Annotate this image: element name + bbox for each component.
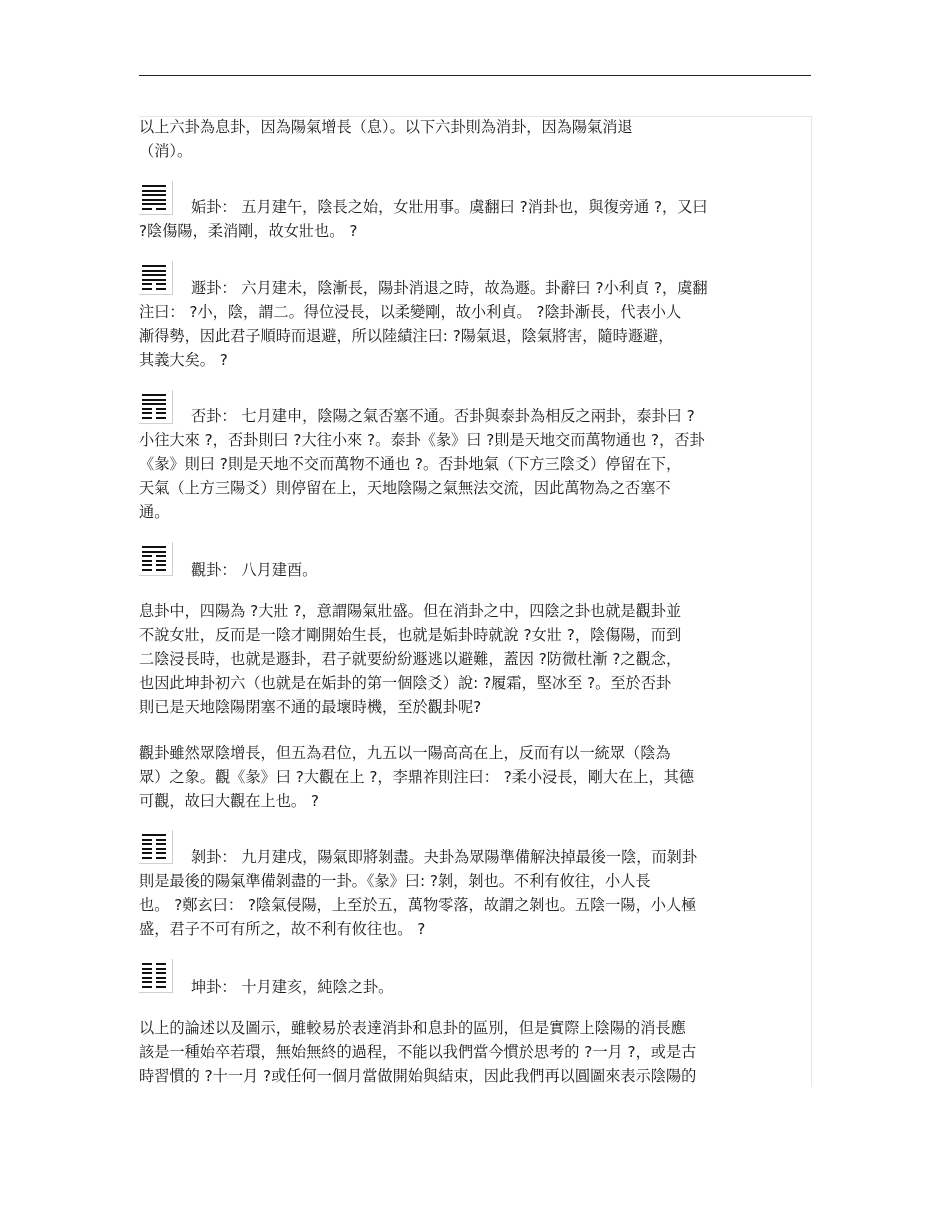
hexagram-yin-line: [142, 417, 152, 419]
text-line: 坤卦： 十月建亥，純陰之卦。: [191, 978, 394, 996]
hexagram-yin-line: [156, 857, 166, 859]
hexagram-yang-line: [142, 185, 166, 187]
hexagram-yang-line: [142, 199, 166, 201]
hexagram-bo-icon: [139, 830, 173, 864]
hexagram-yin-line: [156, 852, 166, 854]
hexagram-yin-line: [156, 977, 166, 979]
text-line: 則已是天地陰陽閉塞不通的最壞時機，至於觀卦呢?: [139, 698, 482, 716]
text-line: （消）。: [139, 142, 193, 160]
hexagram-yang-line: [142, 403, 166, 405]
text-line: 天氣（上方三陽爻）則停留在上，天地陰陽之氣無法交流，因此萬物為之否塞不: [139, 479, 671, 497]
text-line: 也。 ?鄭玄曰： ?陰氣侵陽，上至於五，萬物零落，故謂之剝也。五陰一陽，小人極: [139, 896, 697, 914]
hexagram-yin-line: [142, 569, 152, 571]
hexagram-yin-line: [142, 972, 152, 974]
hexagram-yin-line: [156, 569, 166, 571]
hexagram-yang-line: [142, 399, 166, 401]
hexagram-yin-line: [142, 857, 152, 859]
hexagram-yang-line: [142, 194, 166, 196]
hexagram-yin-line: [156, 963, 166, 965]
hexagram-yang-line: [142, 279, 166, 281]
text-line: 也因此坤卦初六（也就是在姤卦的第一個陰爻）說: ?履霜，堅冰至 ?。至於否卦: [139, 674, 672, 692]
hexagram-yin-line: [142, 408, 152, 410]
hexagram-yin-line: [156, 843, 166, 845]
text-line: 通。: [139, 503, 170, 521]
text-line: 遯卦： 六月建未，陰漸長，陽卦消退之時，故為遯。卦辭曰 ?小利貞 ?，虞翻: [191, 279, 708, 297]
text-line: ?陰傷陽，柔消剛，故女壯也。 ?: [139, 222, 358, 240]
hexagram-yin-line: [142, 564, 152, 566]
text-line: 小往大來 ?，否卦則曰 ?大往小來 ?。泰卦《彖》曰 ?則是天地交而萬物通也 ?，否卦: [139, 431, 705, 449]
hexagram-yin-line: [142, 839, 152, 841]
text-line: 《彖》則曰 ?則是天地不交而萬物不通也 ?。否卦地氣（下方三陰爻）停留在下，: [139, 455, 682, 473]
hexagram-yin-line: [142, 283, 152, 285]
hexagram-yin-line: [156, 208, 166, 210]
header-rule: [139, 75, 811, 76]
hexagram-yin-line: [142, 968, 152, 970]
hexagram-yin-line: [142, 208, 152, 210]
text-line: 觀卦： 八月建酉。: [191, 561, 318, 579]
text-line: 眾）之象。觀《彖》曰 ?大觀在上 ?，李鼎祚則注曰： ?柔小浸長，剛大在上，其德: [139, 768, 695, 786]
hexagram-yin-line: [156, 848, 166, 850]
text-line: 其義大矣。 ?: [139, 351, 228, 369]
text-line: 時習慣的 ?十一月 ?或任何一個月當做開始與結束，因此我們再以圓圖來表示陰陽的: [139, 1067, 697, 1085]
text-line: 二陰浸長時，也就是遯卦，君子就要紛紛遯逃以避難，蓋因 ?防微杜漸 ?之觀念，: [139, 650, 682, 668]
hexagram-gou-icon: [139, 181, 173, 215]
hexagram-yang-line: [142, 834, 166, 836]
hexagram-yin-line: [156, 972, 166, 974]
hexagram-yang-line: [142, 203, 166, 205]
text-line: 注曰： ?小，陰，謂二。得位浸長，以柔變剛，故小利貞。 ?陰卦漸長，代表小人: [139, 303, 682, 321]
hexagram-yin-line: [156, 981, 166, 983]
hexagram-pi-icon: [139, 390, 173, 424]
hexagram-yin-line: [156, 417, 166, 419]
hexagram-yin-line: [156, 283, 166, 285]
text-line: 息卦中，四陽為 ?大壯 ?，意謂陽氣壯盛。但在消卦之中，四陰之卦也就是觀卦並: [139, 602, 682, 620]
hexagram-yang-line: [142, 546, 166, 548]
text-line: 漸得勢，因此君子順時而退避，所以陸績注曰: ?陽氣退，陰氣將害，隨時遯避，: [139, 327, 674, 345]
text-line: 剝卦： 九月建戌，陽氣即將剝盡。夬卦為眾陽準備解決掉最後一陰，而剝卦: [191, 848, 698, 866]
text-line: 姤卦： 五月建午，陰長之始，女壯用事。虞翻曰 ?消卦也，與復旁通 ?，又曰: [191, 198, 708, 216]
hexagram-yin-line: [142, 843, 152, 845]
hexagram-yin-line: [156, 408, 166, 410]
hexagram-yin-line: [142, 555, 152, 557]
hexagram-yin-line: [142, 288, 152, 290]
hexagram-yin-line: [156, 564, 166, 566]
hexagram-yin-line: [156, 288, 166, 290]
hexagram-kun-icon: [139, 959, 173, 993]
hexagram-dun-icon: [139, 261, 173, 295]
text-line: 則是最後的陽氣準備剝盡的一卦。《彖》曰: ?剝，剝也。不利有攸往，小人長: [139, 872, 651, 890]
hexagram-yin-line: [142, 977, 152, 979]
hexagram-yang-line: [142, 265, 166, 267]
text-line: 以上六卦為息卦，因為陽氣增長（息）。以下六卦則為消卦，因為陽氣消退: [139, 118, 633, 136]
text-line: 盛，君子不可有所之，故不利有攸往也。 ?: [139, 920, 426, 938]
hexagram-yang-line: [142, 551, 166, 553]
hexagram-yin-line: [156, 986, 166, 988]
hexagram-yin-line: [156, 968, 166, 970]
hexagram-yin-line: [142, 848, 152, 850]
hexagram-yang-line: [142, 274, 166, 276]
hexagram-yang-line: [142, 394, 166, 396]
hexagram-yang-line: [142, 190, 166, 192]
text-line: 否卦： 七月建申，陰陽之氣否塞不通。否卦與泰卦為相反之兩卦，泰卦曰 ?: [191, 407, 695, 425]
text-line: 不說女壯，反而是一陰才剛開始生長，也就是姤卦時就說 ?女壯 ?，陰傷陽，而到: [139, 626, 682, 644]
hexagram-yin-line: [142, 412, 152, 414]
hexagram-yin-line: [142, 963, 152, 965]
document-body: [139, 116, 812, 1087]
text-line: 可觀，故曰大觀在上也。 ?: [139, 792, 319, 810]
hexagram-yin-line: [142, 852, 152, 854]
hexagram-guan-icon: [139, 542, 173, 576]
hexagram-yin-line: [142, 560, 152, 562]
hexagram-yin-line: [156, 560, 166, 562]
text-line: 該是一種始卒若環，無始無終的過程，不能以我們當今慣於思考的 ?一月 ?，或是古: [139, 1043, 697, 1061]
hexagram-yin-line: [142, 981, 152, 983]
hexagram-yang-line: [142, 270, 166, 272]
hexagram-yin-line: [156, 555, 166, 557]
hexagram-yin-line: [156, 839, 166, 841]
text-line: 觀卦雖然眾陰增長，但五為君位，九五以一陽高高在上，反而有以一統眾（陰為: [139, 744, 671, 762]
hexagram-yin-line: [156, 412, 166, 414]
text-line: 以上的論述以及圖示，雖較易於表達消卦和息卦的區別，但是實際上陰陽的消長應: [139, 1019, 686, 1037]
hexagram-yin-line: [142, 986, 152, 988]
